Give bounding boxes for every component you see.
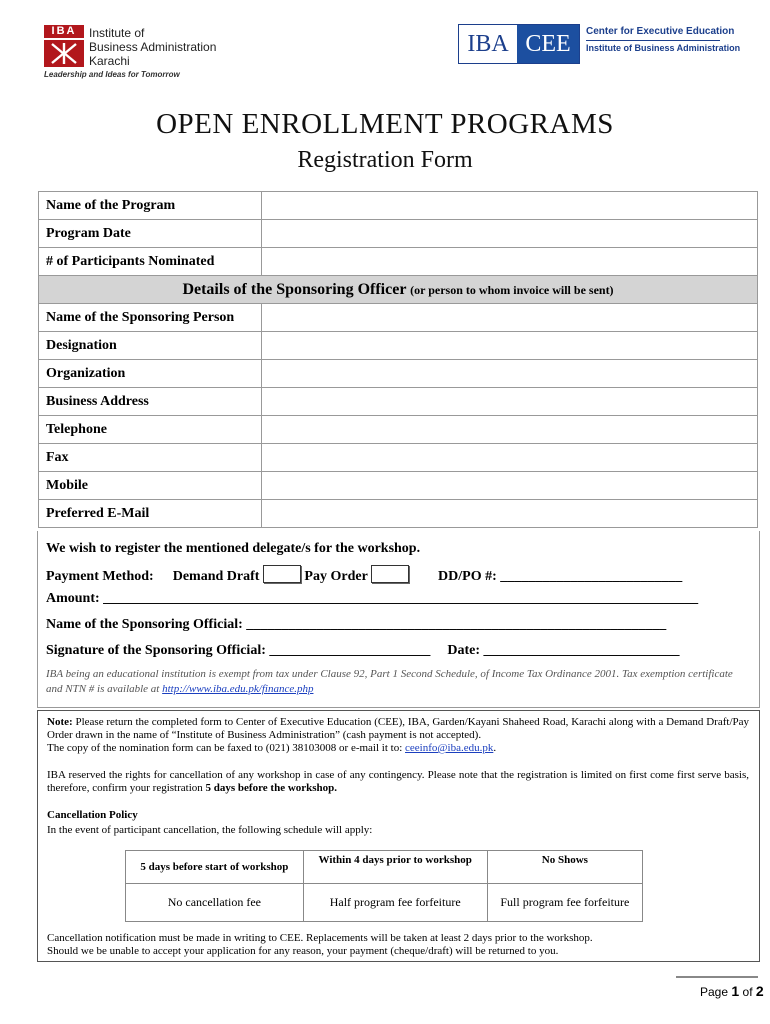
closing-line-2: Should we be unable to accept your application for any reason, your payment (cheque/draft) will be returned to you. — [47, 945, 559, 957]
note-text: Please return the completed form to Center of Executive Education (CEE), IBA, Garden/Kayani Shaheed Road, Karachi along with a Demand Draft/Pay Order drawn in the name of “Institute of Business Administration” (cash payment is not accepted). — [47, 716, 749, 741]
cee-logo-box — [458, 24, 580, 64]
registration-table-body — [39, 192, 758, 528]
organization-field[interactable] — [262, 360, 758, 388]
participants-field[interactable] — [262, 248, 758, 276]
iba-tagline: Leadership and Ideas for Tomorrow — [44, 70, 180, 79]
amount-field[interactable]: Amount: _____________________________________________________________________________________ — [46, 591, 699, 606]
field-label: Program Date — [39, 220, 262, 248]
email-link[interactable]: ceeinfo@iba.edu.pk — [405, 742, 494, 754]
cancellation-value: Full program fee forfeiture — [487, 884, 642, 922]
closing-line-1: Cancellation notification must be made in writing to CEE. Replacements will be taken at least 2 days prior to the workshop. — [47, 932, 593, 944]
sponsor-name-field[interactable] — [262, 304, 758, 332]
page-subtitle: Registration Form — [297, 147, 473, 173]
closing-text — [47, 932, 749, 958]
form-row — [39, 220, 758, 248]
telephone-field[interactable] — [262, 416, 758, 444]
mobile-field[interactable] — [262, 472, 758, 500]
payment-section — [37, 531, 760, 708]
payment-intro: We wish to register the mentioned delegate/s for the workshop. — [46, 541, 421, 556]
note-label: Note: — [47, 716, 73, 728]
payment-method-row — [46, 565, 682, 585]
note-paragraph-2 — [47, 769, 749, 795]
sponsor-section-heading: Details of the Sponsoring Officer — [182, 280, 407, 298]
page-label: Page — [700, 985, 729, 999]
cee-logo — [458, 24, 741, 64]
email-field[interactable] — [262, 500, 758, 528]
cancellation-value: No cancellation fee — [126, 884, 304, 922]
cee-logo-cee: CEE — [517, 25, 579, 63]
sponsor-section-note: (or person to whom invoice will be sent) — [410, 282, 614, 297]
cancellation-value: Half program fee forfeiture — [303, 884, 487, 922]
official-name-field[interactable]: Name of the Sponsoring Official: ____________________________________________________________ — [46, 617, 667, 632]
page-number — [700, 983, 764, 999]
page-current: 1 — [731, 983, 740, 999]
page-title-text: OPEN ENROLLMENT PROGRAMS — [156, 108, 614, 140]
iba-logo-line1: Institute of — [89, 26, 145, 40]
iba-logo-mark — [44, 25, 84, 69]
program-name-field[interactable] — [262, 192, 758, 220]
field-label: Telephone — [39, 416, 262, 444]
cancellation-header: No Shows — [487, 851, 642, 884]
field-label: Name of the Sponsoring Person — [39, 304, 262, 332]
pay-order-label: Pay Order — [304, 569, 368, 584]
payment-method-label: Payment Method: — [46, 569, 154, 584]
demand-draft-label: Demand Draft — [172, 569, 260, 584]
reserve-bold-text: 5 days before the workshop. — [205, 782, 338, 794]
field-label: Fax — [39, 444, 262, 472]
form-row — [39, 192, 758, 220]
business-address-field[interactable] — [262, 388, 758, 416]
field-label: Name of the Program — [39, 192, 262, 220]
field-label: Business Address — [39, 388, 262, 416]
iba-logo-line2: Business Administration — [89, 40, 217, 54]
cee-logo-rule — [586, 40, 720, 41]
form-row — [39, 444, 758, 472]
field-label: Organization — [39, 360, 262, 388]
ddpo-field[interactable]: DD/PO #: __________________________ — [438, 569, 683, 584]
iba-logo-text — [89, 26, 216, 68]
program-date-field[interactable] — [262, 220, 758, 248]
cee-logo-line1: Center for Executive Education — [586, 26, 735, 37]
cancellation-policy-intro: In the event of participant cancellation, the following schedule will apply: — [47, 824, 373, 836]
cancellation-header: 5 days before start of workshop — [126, 851, 304, 884]
finance-link[interactable]: http://www.iba.edu.pk/finance.php — [162, 683, 314, 695]
form-row — [39, 388, 758, 416]
field-label: Preferred E-Mail — [39, 500, 262, 528]
page-of-label: of — [742, 985, 753, 999]
form-row — [39, 472, 758, 500]
cee-logo-iba: IBA — [467, 31, 509, 57]
signature-row — [46, 643, 680, 659]
form-row — [39, 500, 758, 528]
date-field[interactable]: Date: ____________________________ — [447, 643, 680, 658]
demand-draft-checkbox[interactable] — [263, 565, 301, 583]
cancellation-table — [125, 850, 643, 922]
form-row — [39, 332, 758, 360]
sponsor-section-header — [39, 276, 758, 304]
designation-field[interactable] — [262, 332, 758, 360]
cancellation-header: Within 4 days prior to workshop — [303, 851, 487, 884]
cancellation-header-row — [126, 851, 643, 884]
page-title — [0, 108, 770, 141]
footer-rule — [676, 976, 758, 978]
iba-logo-line3: Karachi — [89, 54, 130, 68]
form-row — [39, 416, 758, 444]
tax-exemption-text: IBA being an educational institution is exempt from tax under Clause 92, Part 1 Second Schedule, of Income Tax Ordinance 2001. Tax exemption certificate and NTN # is available at — [46, 668, 733, 695]
reserve-text: IBA reserved the rights for cancellation of any workshop in case of any contingency. Please note that the registration is limited on first come first serve basis, therefore, confirm your registration — [47, 769, 749, 794]
sponsor-section-cell — [39, 276, 758, 304]
form-row — [39, 360, 758, 388]
registration-table — [38, 191, 758, 528]
cancellation-value-row — [126, 884, 643, 922]
iba-mark-text: IBA — [44, 25, 84, 38]
form-row — [39, 304, 758, 332]
note-paragraph-1: Note: Please return the completed form to Center of Executive Education (CEE), IBA, Garden/Kayani Shaheed Road, Karachi along with a Demand Draft/Pay Order drawn in the name of “Institute of Business Administration” (cash payment is not accepted). The copy of the nomination form can be faxed to (021) 38103008 or e-mail it to: ceeinfo@iba.edu.pk. — [47, 716, 749, 754]
field-label: # of Participants Nominated — [39, 248, 262, 276]
iba-mark-emblem — [44, 40, 84, 67]
field-label: Mobile — [39, 472, 262, 500]
fax-field[interactable] — [262, 444, 758, 472]
cancellation-policy-title: Cancellation Policy — [47, 809, 138, 821]
form-row — [39, 248, 758, 276]
note-section — [37, 710, 760, 962]
tax-exemption-note — [46, 667, 736, 697]
pay-order-checkbox[interactable] — [371, 565, 409, 583]
page-total: 2 — [755, 983, 764, 999]
field-label: Designation — [39, 332, 262, 360]
cee-logo-line2: Institute of Business Administration — [586, 43, 741, 53]
signature-field[interactable]: Signature of the Sponsoring Official: _______________________ — [46, 643, 431, 658]
iba-logo — [44, 25, 244, 85]
note-fax-text: The copy of the nomination form can be faxed to (021) 38103008 or e-mail it to: — [47, 742, 403, 754]
